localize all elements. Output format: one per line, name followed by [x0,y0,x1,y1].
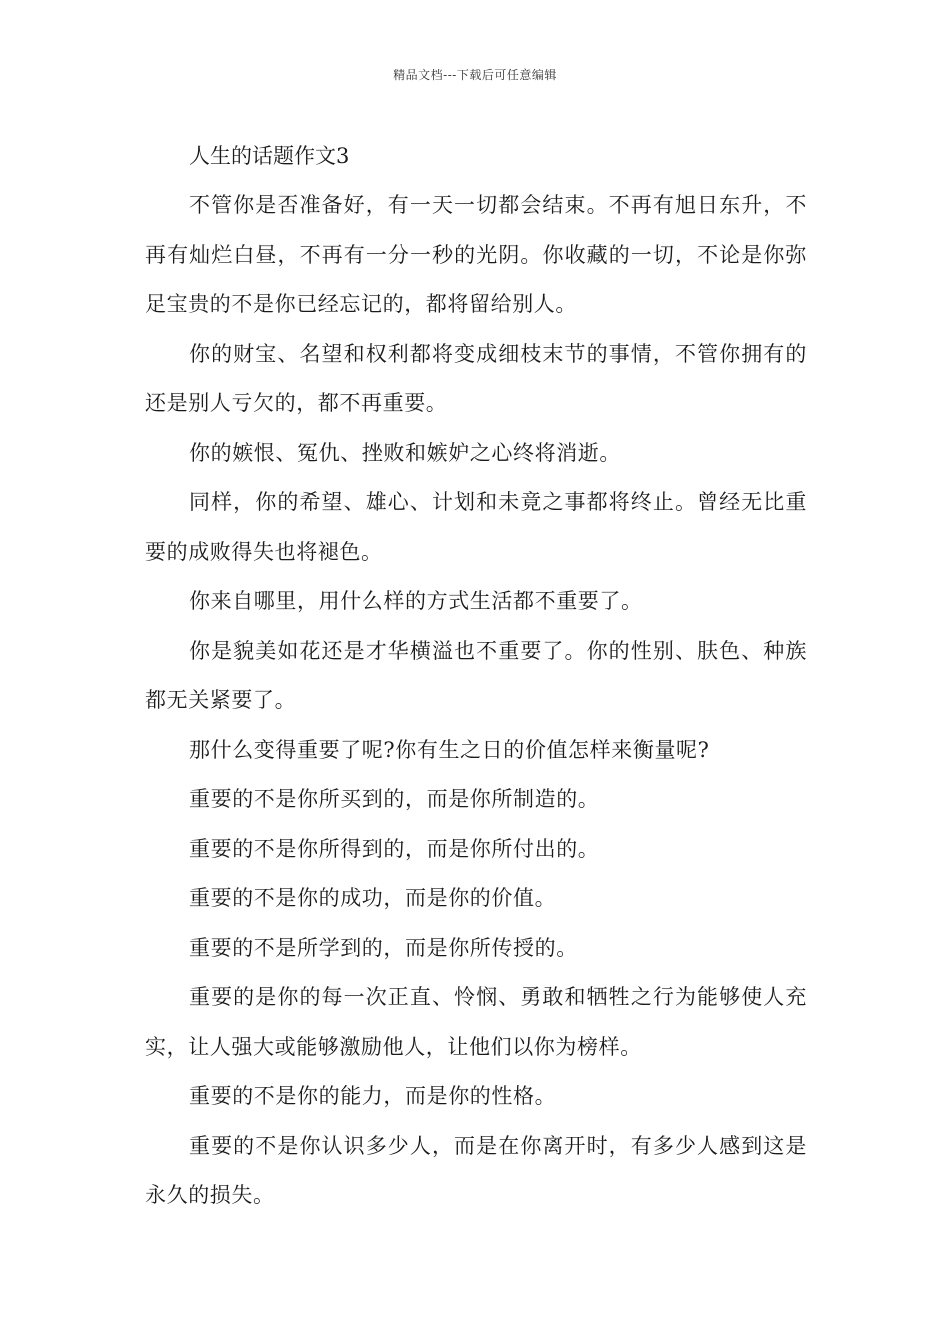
paragraph: 重要的不是你所买到的，而是你所制造的。 [189,787,600,811]
document-body [145,132,807,1221]
paragraph: 你来自哪里，用什么样的方式生活都不重要了。 [189,589,643,613]
paragraph: 重要的不是所学到的，而是你所传授的。 [189,935,578,960]
paragraph: 你的财宝、名望和权利都将变成细枝末节的事情，不管你拥有的还是别人亏欠的，都不再重要。 [145,341,807,415]
paragraph: 你是貌美如花还是才华横溢也不重要了。你的性别、肤色、种族都无关紧要了。 [145,638,807,712]
paragraph: 同样，你的希望、雄心、计划和未竟之事都将终止。曾经无比重要的成败得失也将褪色。 [145,490,807,564]
paragraph: 重要的不是你认识多少人，而是在你离开时，有多少人感到这是永久的损失。 [145,1133,807,1207]
paragraph: 重要的不是你的成功，而是你的价值。 [189,886,557,910]
document-title: 人生的话题作文3 [189,144,350,168]
paragraph: 重要的是你的每一次正直、怜悯、勇敢和牺牲之行为能够使人充实，让人强大或能够激励他人，让他们以你为榜样。 [145,985,807,1059]
paragraph: 你的嫉恨、冤仇、挫败和嫉妒之心终将消逝。 [189,440,621,465]
paragraph: 不管你是否准备好，有一天一切都会结束。不再有旭日东升，不再有灿烂白昼，不再有一分一秒的光阴。你收藏的一切，不论是你弥足宝贵的不是你已经忘记的，都将留给别人。 [145,193,807,316]
paragraph: 重要的不是你的能力，而是你的性格。 [189,1084,557,1108]
page-header: 精品文档---下载后可任意编辑 [393,68,557,82]
paragraph: 那什么变得重要了呢?你有生之日的价值怎样来衡量呢? [189,737,710,762]
paragraph: 重要的不是你所得到的，而是你所付出的。 [189,836,600,861]
